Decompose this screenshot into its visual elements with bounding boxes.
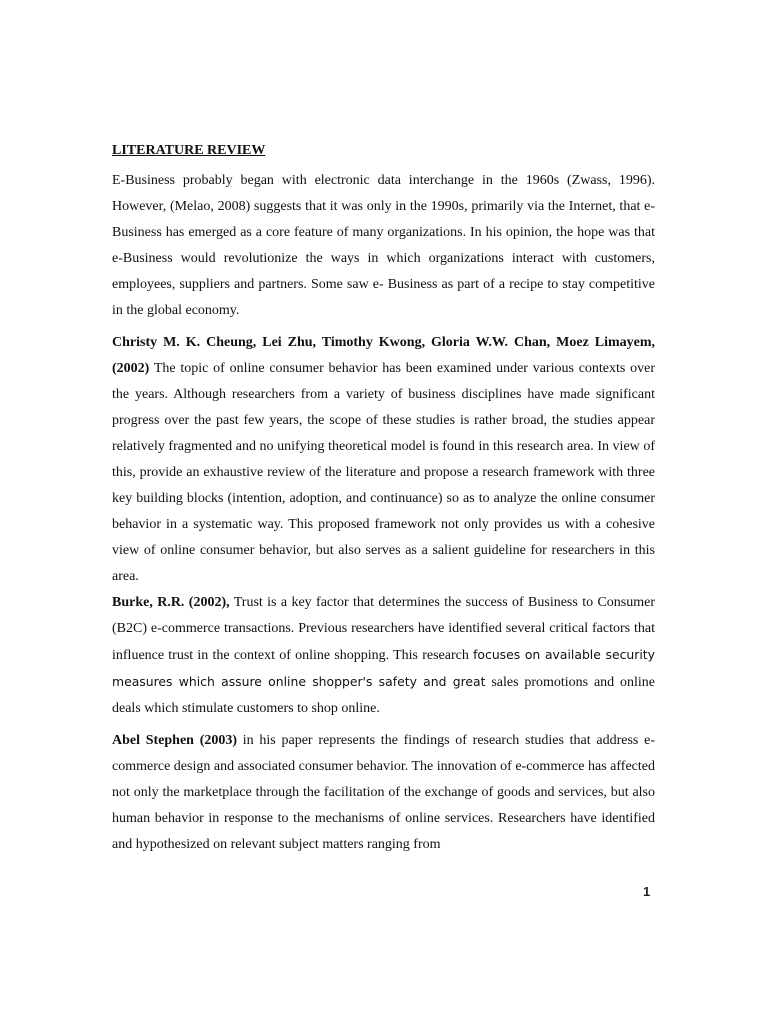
paragraph-burke-text-tail: sales promotions and online deals which stimulate customers to shop online. — [112, 675, 655, 716]
section-heading: LITERATURE REVIEW — [112, 143, 266, 158]
paragraph-cheung — [112, 330, 655, 590]
page-number: 1 — [643, 884, 651, 899]
paragraph-burke — [112, 590, 655, 722]
author-citation-burke: Burke, R.R. (2002), — [112, 595, 230, 610]
author-citation-stephen: Abel Stephen (2003) — [112, 733, 238, 748]
paragraph-burke-text-alt-font: focuses on available security measures which assure online shopper's safety and great — [112, 647, 655, 689]
author-citation-cheung: Christy M. K. Cheung, Lei Zhu, Timothy Kwong, Gloria W.W. Chan, Moez Limayem,(2002) — [112, 335, 655, 376]
document-page — [112, 140, 655, 858]
paragraph-stephen-text: in his paper represents the findings of research studies that address e-commerce design and associated consumer behavior. The innovation of e-commerce has affected not only the marketplace through the facilitation of the exchange of goods and services, but also human behavior in response to the mechanisms of online services. Researchers have identified and hypothesized on relevant subject matters ranging from — [112, 733, 655, 852]
paragraph-burke-text: Trust is a key factor that determines the success of Business to Consumer (B2C) e-commerce transactions. Previous researchers have identified several critical factors that influence trust in the context of online shopping. This research — [112, 595, 655, 663]
paragraph-intro: E-Business probably began with electronic data interchange in the 1960s (Zwass, 1996). However, (Melao, 2008) suggests that it was only in the 1990s, primarily via the Internet, that e-Business has emerged as a core feature of many organizations. In his opinion, the hope was that e-Business would revolutionize the ways in which organizations interact with customers, employees, suppliers and partners. Some saw e- Business as part of a recipe to stay competitive in the global economy. — [112, 173, 655, 318]
paragraph-stephen — [112, 728, 655, 858]
paragraph-cheung-text: The topic of online consumer behavior has been examined under various contexts over the years. Although researchers from a variety of business disciplines have made significant progress over the past few years, the scope of these studies is rather broad, the studies appear relatively fragmented and no unifying theoretical model is found in this research area. In view of this, provide an exhaustive review of the literature and propose a research framework with three key building blocks (intention, adoption, and continuance) so as to analyze the online consumer behavior in a systematic way. This proposed framework not only provides us with a cohesive view of online consumer behavior, but also serves as a salient guideline for researchers in this area. — [112, 361, 655, 584]
